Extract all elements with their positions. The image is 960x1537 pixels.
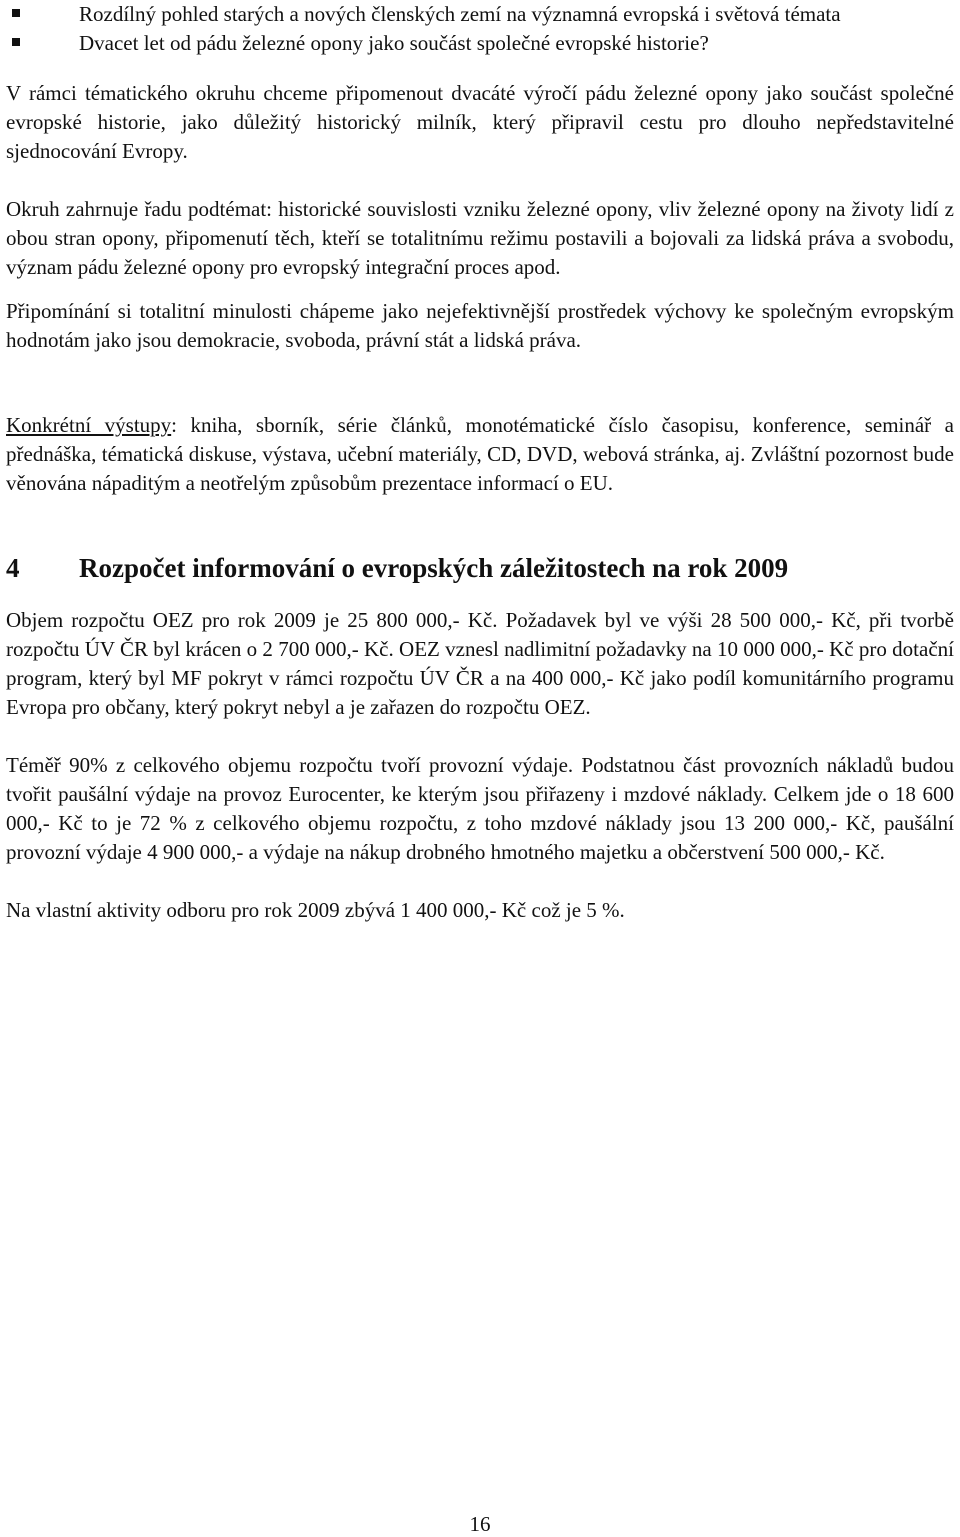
- outputs-text: : kniha, sborník, série článků, monotématické číslo časopisu, konference, seminář a přednáška, tématická diskuse, výstava, učební materiály, CD, DVD, webová stránka, aj. Zvláštní pozornost bude věnována nápaditým a neotřelým způsobům prezentace informací o EU.: [6, 413, 954, 495]
- section-title: Rozpočet informování o evropských záležitostech na rok 2009: [79, 553, 789, 583]
- section-heading: [6, 550, 954, 586]
- intro-paragraph: V rámci tématického okruhu chceme připomenout dvacáté výročí pádu železné opony jako součást společné evropské historie, jako důležitý historický milník, který připravil cestu pro dlouho nepředstavitelné sjednocování Evropy.: [6, 81, 954, 163]
- budget-paragraph-3: Na vlastní aktivity odboru pro rok 2009 zbývá 1 400 000,- Kč což je 5 %.: [6, 898, 625, 922]
- scope-paragraph: Okruh zahrnuje řadu podtémat: historické souvislosti vzniku železné opony, vliv železné opony na životy lidí z obou stran opony, připomenutí těch, kteří se totalitnímu režimu postavili a bojovali za lidská práva a svobodu, význam pádu železné opony pro evropský integrační proces apod.: [6, 197, 954, 279]
- memory-paragraph: Připomínání si totalitní minulosti chápeme jako nejefektivnější prostředek výchovy ke společným evropským hodnotám jako jsou demokracie, svoboda, právní stát a lidská práva.: [6, 299, 954, 352]
- document-page: [6, 0, 954, 925]
- bullet-text: Dvacet let od pádu železné opony jako součást společné evropské historie?: [79, 31, 709, 55]
- section-number: 4: [6, 553, 20, 583]
- outputs-paragraph: [6, 411, 954, 498]
- bullet-item: [6, 0, 954, 29]
- square-bullet-icon: [12, 38, 20, 46]
- square-bullet-icon: [12, 9, 20, 17]
- page-number: 16: [469, 1512, 491, 1536]
- topic-bullet-list: [6, 0, 954, 58]
- outputs-label: Konkrétní výstupy: [6, 413, 172, 437]
- budget-paragraph-2: Téměř 90% z celkového objemu rozpočtu tvoří provozní výdaje. Podstatnou část provozních nákladů budou tvořit paušální výdaje na provoz Eurocenter, ke kterým jsou přiřazeny i mzdové náklady. Celkem jde o 18 600 000,- Kč to je 72 % z celkového objemu rozpočtu, z toho mzdové náklady jsou 13 200 000,- Kč, paušální provozní výdaje 4 900 000,- a výdaje na nákup drobného hmotného majetku a občerstvení 500 000,- Kč.: [6, 753, 954, 864]
- bullet-item: [6, 29, 954, 58]
- bullet-text: Rozdílný pohled starých a nových členských zemí na významná evropská i světová témata: [79, 2, 841, 26]
- budget-paragraph-1: Objem rozpočtu OEZ pro rok 2009 je 25 800 000,- Kč. Požadavek byl ve výši 28 500 000,- Kč, při tvorbě rozpočtu ÚV ČR byl krácen o 2 700 000,- Kč. OEZ vznesl nadlimitní požadavky na 10 000 000,- Kč pro dotační program, který byl MF pokryt v rámci rozpočtu ÚV ČR a na 400 000,- Kč jako podíl komunitárního programu Evropa pro občany, který pokryt nebyl a je zařazen do rozpočtu OEZ.: [6, 608, 954, 719]
